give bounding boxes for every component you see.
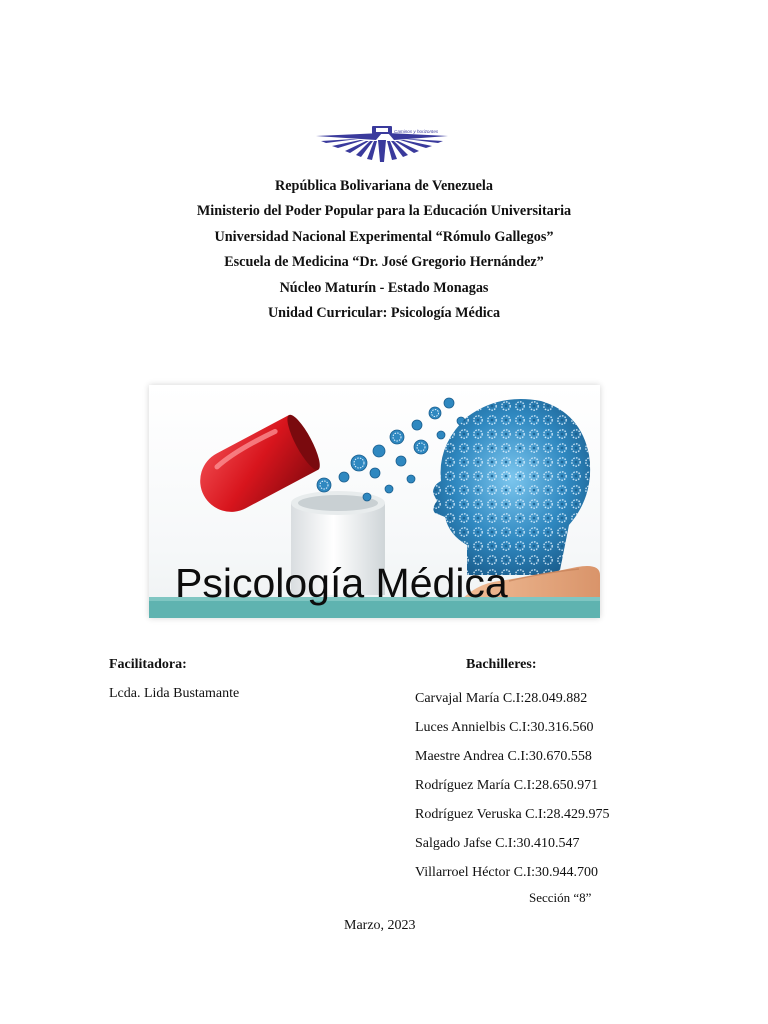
list-item: Maestre Andrea C.I:30.670.558: [415, 749, 592, 764]
header-line-campus: Núcleo Maturín - Estado Monagas: [279, 279, 489, 296]
list-item: Villarroel Héctor C.I:30.944.700: [415, 865, 599, 880]
header-line-republic: República Bolivariana de Venezuela: [275, 178, 493, 194]
banner-title: Psicología Médica: [175, 560, 508, 606]
university-logo: [312, 124, 452, 166]
header-line-university: Universidad Nacional Experimental “Rómulo Gallegos”: [214, 228, 554, 245]
students-heading: Bachilleres:: [466, 657, 537, 672]
header-line-course: Unidad Curricular: Psicología Médica: [267, 305, 501, 322]
header-line-school: Escuela de Medicina “Dr. José Gregorio Hernández”: [224, 254, 544, 271]
section-label: Sección “8”: [529, 890, 592, 905]
university-seal-logo-icon: [312, 124, 452, 166]
facilitator-name: Lcda. Lida Bustamante: [109, 686, 240, 701]
institution-header: [0, 174, 768, 326]
list-item: Carvajal María C.I:28.049.882: [415, 691, 588, 706]
date-label: Marzo, 2023: [344, 918, 416, 933]
list-item: Rodríguez María C.I:28.650.971: [415, 778, 599, 793]
students-list: [415, 684, 610, 887]
facilitator-heading: Facilitadora:: [109, 657, 187, 672]
cover-banner-image: [149, 385, 600, 618]
list-item: Salgado Jafse C.I:30.410.547: [415, 836, 580, 851]
list-item: Rodríguez Veruska C.I:28.429.975: [415, 807, 610, 822]
logo-motto: Caminos y horizontes: [394, 129, 439, 134]
header-line-ministry: Ministerio del Poder Popular para la Educación Universitaria: [196, 203, 572, 220]
list-item: Luces Annielbis C.I:30.316.560: [415, 720, 594, 735]
